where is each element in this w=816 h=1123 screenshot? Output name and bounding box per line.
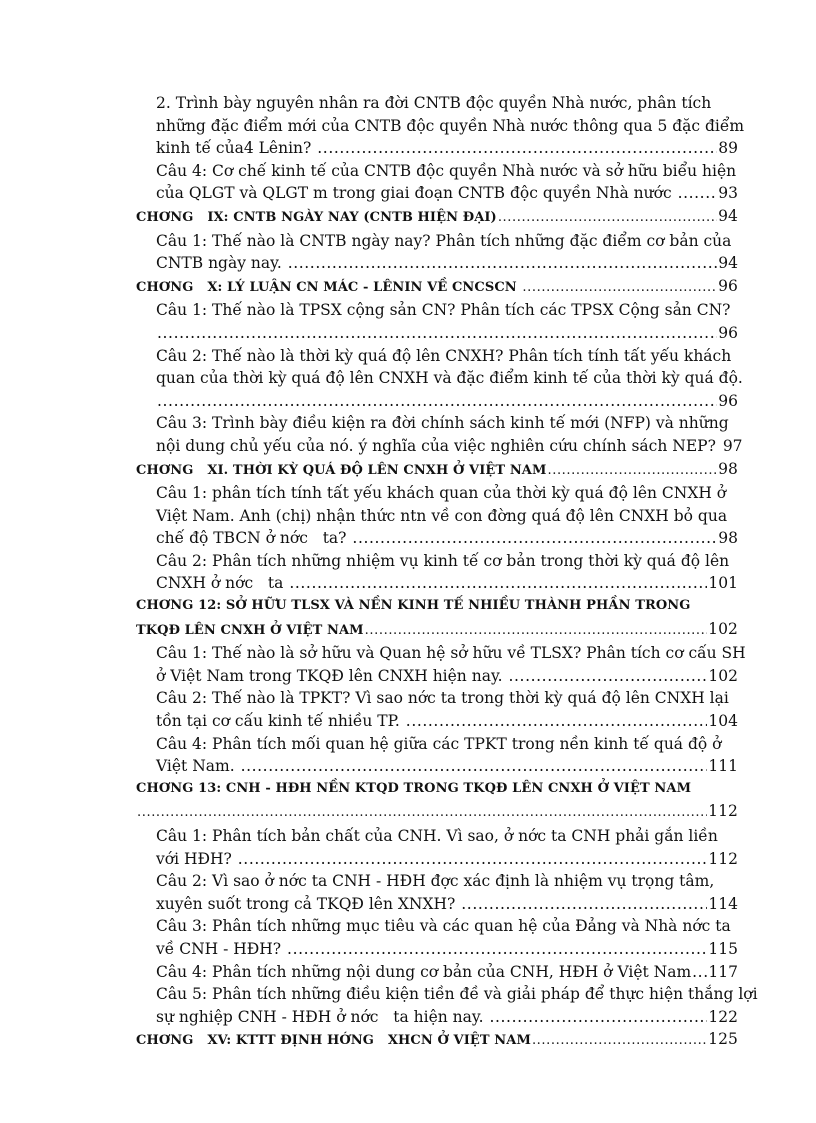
page-number: 102 bbox=[708, 619, 738, 638]
toc-entry-text-line: Câu 2: Thế nào là TPKT? Vì sao nớc ta trong thời kỳ quá độ lên CNXH lại bbox=[156, 689, 729, 708]
toc-entry-text: kinh tế của4 Lênin? bbox=[156, 139, 317, 158]
toc-entry-text: CHƠNG XI. THỜI KỲ QUÁ ĐỘ LÊN CNXH Ở VIỆT NAM bbox=[136, 462, 547, 478]
toc-entry-text-line: Câu 4: Cơ chế kinh tế của CNTB độc quyền Nhà nước và sở hữu biểu hiện bbox=[156, 161, 737, 180]
toc-entry-text: CHƠNG IX: CNTB NGÀY NAY (CNTB HIỆN ĐẠI) bbox=[136, 209, 497, 225]
toc-question-entry[interactable] bbox=[136, 870, 738, 915]
toc-entry-text-line: CHƠNG 13: CNH - HĐH NỀN KTQD TRONG TKQĐ LÊN CNXH Ở VIỆT NAM bbox=[136, 780, 692, 796]
toc-entry-text: Việt Nam. bbox=[156, 757, 240, 776]
toc-entry-final-line bbox=[156, 961, 738, 984]
dot-leader bbox=[317, 137, 717, 160]
toc-entry-final-line bbox=[136, 1028, 738, 1053]
toc-entry-text-line: những đặc điểm mới của CNTB độc quyền Nhà nước thông qua 5 đặc điểm bbox=[156, 116, 745, 135]
toc-entry-text: nội dung chủ yếu của nó. ý nghĩa của việc nghiên cứu chính sách NEP? bbox=[156, 436, 721, 455]
toc-entry-text-line: Câu 1: Thế nào là TPSX cộng sản CN? Phân tích các TPSX Cộng sản CN? bbox=[156, 301, 731, 320]
toc-chapter-entry[interactable] bbox=[136, 458, 738, 483]
page-number: 97 bbox=[722, 436, 743, 455]
page-number: 125 bbox=[708, 1030, 738, 1049]
dot-leader bbox=[522, 277, 717, 300]
toc-entry-final-line bbox=[156, 435, 743, 458]
toc-question-entry[interactable] bbox=[136, 915, 738, 960]
dot-leader bbox=[365, 620, 707, 643]
toc-question-entry[interactable] bbox=[136, 482, 738, 550]
toc-entry-final-line bbox=[136, 800, 738, 825]
page-number: 112 bbox=[708, 849, 738, 868]
page-number: 104 bbox=[708, 712, 738, 731]
toc-chapter-entry[interactable] bbox=[136, 595, 738, 642]
dot-leader bbox=[509, 665, 708, 688]
page-number: 94 bbox=[718, 206, 738, 225]
toc-entry-text: ở Việt Nam trong TKQĐ lên CNXH hiện nay. bbox=[156, 666, 508, 685]
page-number: 96 bbox=[718, 276, 738, 295]
toc-chapter-entry[interactable] bbox=[136, 205, 738, 230]
toc-entry-final-line bbox=[156, 572, 738, 595]
toc-entry-text-line: Câu 3: Phân tích những mục tiêu và các quan hệ của Đảng và Nhà nớc ta bbox=[156, 917, 731, 936]
toc-entry-final-line bbox=[156, 938, 738, 961]
page-number: 101 bbox=[708, 574, 738, 593]
page-number: 96 bbox=[718, 323, 738, 342]
toc-entry-final-line bbox=[156, 665, 738, 688]
toc-entry-final-line bbox=[156, 137, 738, 160]
toc-entry-text-line: Câu 1: Thế nào là CNTB ngày nay? Phân tích những đặc điểm cơ bản của bbox=[156, 231, 732, 250]
dot-leader bbox=[289, 572, 707, 595]
toc-entry-text-line: Câu 1: Phân tích bản chất của CNH. Vì sao, ở nớc ta CNH phải gắn liền bbox=[156, 827, 718, 845]
toc-entry-text: về CNH - HĐH? bbox=[156, 939, 287, 958]
table-of-contents bbox=[136, 92, 758, 1053]
toc-entry-text-line: Câu 4: Phân tích mối quan hệ giữa các TPKT trong nền kinh tế quá độ ở bbox=[156, 734, 722, 753]
toc-entry-text: CHƠNG X: LÝ LUẬN CN MÁC - LÊNIN VỀ CNCSCN bbox=[136, 279, 522, 295]
toc-entry-text-line: quan của thời kỳ quá độ lên CNXH và đặc điểm kinh tế của thời kỳ quá độ. bbox=[156, 369, 743, 388]
dot-leader bbox=[406, 710, 708, 733]
page-number: 93 bbox=[718, 184, 738, 203]
page-number: 96 bbox=[718, 391, 738, 410]
dot-leader bbox=[241, 755, 708, 778]
toc-question-entry[interactable] bbox=[136, 345, 743, 413]
toc-entry-text: của QLGT và QLGT m trong giai đoạn CNTB độc quyền Nhà nước bbox=[156, 184, 677, 203]
toc-entry-final-line bbox=[156, 182, 738, 205]
toc-entry-final-line bbox=[156, 848, 738, 871]
dot-leader bbox=[692, 961, 707, 984]
toc-entry-text: TKQĐ LÊN CNXH Ở VIỆT NAM bbox=[136, 622, 364, 638]
dot-leader bbox=[678, 182, 718, 205]
dot-leader bbox=[498, 207, 717, 230]
toc-entry-final-line bbox=[136, 618, 738, 643]
dot-leader bbox=[157, 322, 717, 345]
toc-question-entry[interactable] bbox=[136, 299, 738, 344]
toc-entry-final-line bbox=[156, 527, 738, 550]
dot-leader bbox=[137, 802, 707, 825]
dot-leader bbox=[461, 893, 707, 916]
toc-question-entry[interactable] bbox=[136, 687, 738, 732]
toc-entry-text: CNXH ở nớc ta bbox=[156, 574, 289, 593]
page-number: 102 bbox=[708, 666, 738, 685]
toc-entry-text: xuyên suốt trong cả TKQĐ lên XNXH? bbox=[156, 894, 461, 913]
toc-entry-text-line: 2. Trình bày nguyên nhân ra đời CNTB độc quyền Nhà nước, phân tích bbox=[156, 94, 712, 112]
toc-entry-text: chế độ TBCN ở nớc ta? bbox=[156, 529, 352, 548]
toc-entry-final-line bbox=[156, 390, 738, 413]
dot-leader bbox=[352, 527, 717, 550]
toc-question-entry[interactable] bbox=[136, 160, 738, 205]
page-number: 115 bbox=[708, 939, 738, 958]
toc-entry-text-line: Câu 3: Trình bày điều kiện ra đời chính sách kinh tế mới (NFP) và những bbox=[156, 414, 729, 433]
toc-entry-text-line: Câu 2: Thế nào là thời kỳ quá độ lên CNXH? Phân tích tính tất yếu khách bbox=[156, 346, 732, 365]
toc-question-entry[interactable] bbox=[136, 983, 758, 1028]
page-number: 111 bbox=[708, 757, 738, 776]
page-number: 117 bbox=[708, 962, 738, 981]
dot-leader bbox=[238, 848, 708, 871]
toc-entry-final-line bbox=[136, 205, 738, 230]
toc-entry-text-line: Câu 2: Phân tích những nhiệm vụ kinh tế cơ bản trong thời kỳ quá độ lên bbox=[156, 551, 730, 570]
toc-entry-text: CNTB ngày nay. bbox=[156, 254, 287, 273]
toc-entry-text-line: Câu 1: Thế nào là sở hữu và Quan hệ sở hữu về TLSX? Phân tích cơ cấu SH bbox=[156, 644, 746, 663]
toc-entry-text-line: Việt Nam. Anh (chị) nhận thức ntn về con đờng quá độ lên CNXH bỏ qua bbox=[156, 506, 728, 525]
toc-entry-text: sự nghiệp CNH - HĐH ở nớc ta hiện nay. bbox=[156, 1007, 489, 1026]
page-number: 89 bbox=[718, 139, 738, 158]
page-number: 94 bbox=[718, 254, 738, 273]
page-number: 114 bbox=[708, 894, 738, 913]
toc-entry-final-line bbox=[156, 893, 738, 916]
dot-leader bbox=[532, 1030, 707, 1053]
toc-entry-text: với HĐH? bbox=[156, 849, 237, 868]
toc-question-entry[interactable] bbox=[136, 961, 738, 984]
toc-entry-final-line bbox=[156, 1006, 738, 1029]
toc-entry-final-line bbox=[156, 710, 738, 733]
toc-entry-final-line bbox=[156, 252, 738, 275]
toc-entry-text-line: Câu 5: Phân tích những điều kiện tiền đề và giải pháp để thực hiện thắng lợi bbox=[156, 985, 758, 1004]
dot-leader bbox=[288, 252, 718, 275]
toc-question-entry[interactable] bbox=[136, 550, 738, 595]
toc-entry-text: Câu 4: Phân tích những nội dung cơ bản của CNH, HĐH ở Việt Nam bbox=[156, 962, 692, 981]
toc-question-entry[interactable] bbox=[136, 230, 738, 275]
dot-leader bbox=[489, 1006, 707, 1029]
toc-question-entry[interactable] bbox=[136, 733, 738, 778]
dot-leader bbox=[547, 460, 717, 483]
toc-entry-text-line: Câu 1: phân tích tính tất yếu khách quan của thời kỳ quá độ lên CNXH ở bbox=[156, 484, 727, 503]
page-number: 98 bbox=[718, 459, 738, 478]
toc-entry-text: CHƠNG XV: KTTT ĐỊNH HỚNG XHCN Ở VIỆT NAM bbox=[136, 1033, 531, 1049]
toc-entry-final-line bbox=[136, 275, 738, 300]
toc-chapter-entry[interactable] bbox=[136, 778, 738, 825]
toc-question-entry[interactable] bbox=[136, 92, 745, 160]
dot-leader bbox=[287, 938, 707, 961]
page-number: 98 bbox=[718, 529, 738, 548]
toc-entry-final-line bbox=[156, 322, 738, 345]
page-number: 122 bbox=[708, 1007, 738, 1026]
toc-chapter-entry[interactable] bbox=[136, 275, 738, 300]
toc-question-entry[interactable] bbox=[136, 642, 746, 687]
toc-entry-text-line: Câu 2: Vì sao ở nớc ta CNH - HĐH đợc xác định là nhiệm vụ trọng tâm, bbox=[156, 872, 715, 891]
dot-leader bbox=[157, 390, 717, 413]
toc-entry-text: tồn tại cơ cấu kinh tế nhiều TP. bbox=[156, 712, 405, 731]
toc-chapter-entry[interactable] bbox=[136, 1028, 738, 1053]
toc-entry-text-line: CHƠNG 12: SỞ HỮU TLSX VÀ NỀN KINH TẾ NHIỀU THÀNH PHẦN TRONG bbox=[136, 598, 691, 614]
toc-entry-final-line bbox=[136, 458, 738, 483]
toc-question-entry[interactable] bbox=[136, 825, 738, 870]
toc-question-entry[interactable] bbox=[136, 412, 743, 457]
toc-entry-final-line bbox=[156, 755, 738, 778]
page-number: 112 bbox=[708, 802, 738, 821]
